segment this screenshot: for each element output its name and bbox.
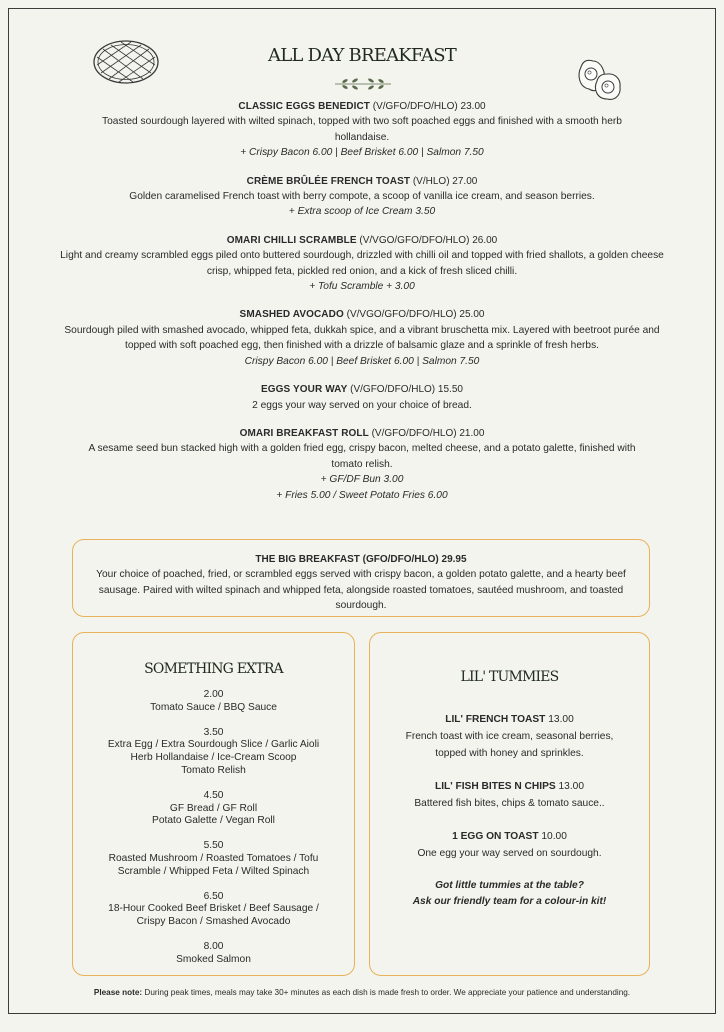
footer-label: Please note: xyxy=(93,988,143,997)
extra-line: Potato Galette / Vegan Roll xyxy=(152,815,275,827)
item-name: CRÈME BRÛLÉE FRENCH TOAST xyxy=(246,175,411,187)
fried-eggs-icon xyxy=(575,53,623,103)
item-tags: (V/GFO/DFO/HLO) xyxy=(368,427,457,439)
big-breakfast-description: Your choice of poached, fried, or scrambled eggs served with crispy bacon, a golden potato galette, and a hearty beef sausage. Paired with wilted spinach and whipped feta, alongside roasted tomatoes, sautéed mushroom, and toasted sourdough. xyxy=(96,569,626,612)
kids-item-description: One egg your way served on sourdough. xyxy=(417,848,602,859)
item-price: 15.50 xyxy=(435,384,463,396)
extra-group xyxy=(73,727,354,778)
kids-note-line: Got little tummies at the table? xyxy=(435,880,584,891)
extra-price: 4.50 xyxy=(203,789,224,801)
item-tags: (V/GFO/DFO/HLO) xyxy=(369,101,458,112)
item-price: 27.00 xyxy=(449,175,478,187)
menu-item xyxy=(39,426,685,503)
item-price: 26.00 xyxy=(469,234,498,246)
item-extras: Crispy Bacon 6.00 | Beef Brisket 6.00 | Salmon 7.50 xyxy=(244,355,480,367)
breakfast-items xyxy=(39,99,685,516)
extra-line: Scramble / Whipped Feta / Wilted Spinach xyxy=(117,865,310,877)
kids-item xyxy=(384,711,635,762)
extra-price: 8.00 xyxy=(203,940,224,952)
lil-tummies-box xyxy=(369,632,650,976)
item-price: 25.00 xyxy=(456,309,485,321)
something-extra-box xyxy=(72,632,355,976)
item-description: Light and creamy scrambled eggs piled onto buttered sourdough, drizzled with chilli oil and topped with fried shallots, a golden cheese crisp, whipped feta, pickled red onion, and a kick of fresh sliced chilli. xyxy=(60,250,664,277)
menu-item xyxy=(39,233,685,295)
item-extras: + GF/DF Bun 3.00 xyxy=(320,474,404,486)
menu-item xyxy=(39,99,685,161)
menu-item xyxy=(39,174,685,220)
item-extras-2: + Fries 5.00 / Sweet Potato Fries 6.00 xyxy=(276,489,448,501)
kids-item xyxy=(384,828,635,862)
kids-item-price: 13.00 xyxy=(555,781,585,792)
menu-page xyxy=(8,8,716,1014)
extra-line: GF Bread / GF Roll xyxy=(169,802,258,814)
item-description: 2 eggs your way served on your choice of bread. xyxy=(252,399,472,411)
kids-item-name: LIL' FISH BITES N CHIPS xyxy=(434,781,556,792)
extra-price: 2.00 xyxy=(203,689,224,700)
extra-group xyxy=(73,891,354,929)
item-description: Toasted sourdough layered with wilted spinach, topped with two soft poached eggs and finished with a smooth herb hollandaise. xyxy=(102,116,622,143)
extra-line: Smoked Salmon xyxy=(176,953,251,965)
item-tags: (V/GFO/DFO/HLO) xyxy=(347,384,436,396)
kids-item-name: 1 EGG ON TOAST xyxy=(452,831,539,842)
kids-item-name: LIL' FRENCH TOAST xyxy=(445,714,546,725)
kids-item-price: 10.00 xyxy=(538,831,567,842)
extra-line: Crispy Bacon / Smashed Avocado xyxy=(136,916,291,928)
footer-note xyxy=(9,988,715,997)
item-description: Sourdough piled with smashed avocado, whipped feta, dukkah spice, and a vibrant bruschetta mix. Layered with beetroot purée and topped with soft poached egg, then finished with a drizzle of balsamic glaze and a sprinkle of fresh herbs. xyxy=(64,324,660,352)
extra-group xyxy=(73,790,354,828)
item-name: CLASSIC EGGS BENEDICT xyxy=(238,101,370,112)
menu-item xyxy=(39,382,685,413)
item-tags: (V/VGO/GFO/DFO/HLO) xyxy=(356,234,470,246)
kids-item xyxy=(384,778,635,812)
kids-note xyxy=(370,878,649,910)
footer-text: During peak times, meals may take 30+ minutes as each dish is made fresh to order. We appreciate your patience and understanding. xyxy=(142,988,631,997)
kids-item-description: Battered fish bites, chips & tomato sauce.. xyxy=(414,798,605,809)
item-name: OMARI CHILLI SCRAMBLE xyxy=(226,234,357,246)
page-title: ALL DAY BREAKFAST xyxy=(268,45,456,66)
lil-tummies-title: LIL' TUMMIES xyxy=(460,669,559,685)
item-extras: + Tofu Scramble + 3.00 xyxy=(309,281,415,293)
extra-group xyxy=(73,941,354,967)
extra-line: 18-Hour Cooked Beef Brisket / Beef Sausage / xyxy=(108,903,319,915)
item-price: 21.00 xyxy=(456,427,485,439)
big-breakfast-box xyxy=(72,539,650,617)
item-tags: (V/VGO/GFO/DFO/HLO) xyxy=(343,309,457,321)
item-name: OMARI BREAKFAST ROLL xyxy=(239,427,369,439)
item-price: 23.00 xyxy=(457,101,486,112)
something-extra-title: SOMETHING EXTRA xyxy=(144,661,283,677)
extra-group xyxy=(73,840,354,878)
big-breakfast-title: THE BIG BREAKFAST (GFO/DFO/HLO) 29.95 xyxy=(255,554,467,565)
leaf-flourish-icon xyxy=(331,75,395,91)
extra-price: 6.50 xyxy=(203,890,224,902)
extra-price: 3.50 xyxy=(203,726,224,738)
menu-item xyxy=(39,307,685,369)
item-tags: (V/HLO) xyxy=(410,175,450,187)
extra-line: Extra Egg / Extra Sourdough Slice / Garlic Aioli xyxy=(107,739,320,751)
kids-item-price: 13.00 xyxy=(545,714,574,725)
item-extras: + Extra scoop of Ice Cream 3.50 xyxy=(288,206,436,218)
extra-line: Roasted Mushroom / Roasted Tomatoes / Tofu xyxy=(108,852,319,864)
extra-line: Tomato Sauce / BBQ Sauce xyxy=(150,701,277,713)
item-name: SMASHED AVOCADO xyxy=(239,309,344,321)
kids-item-description: French toast with ice cream, seasonal berries, topped with honey and sprinkles. xyxy=(405,731,614,759)
kids-note-line: Ask our friendly team for a colour-in kit! xyxy=(412,896,607,907)
extra-group xyxy=(73,689,354,715)
extra-line: Tomato Relish xyxy=(181,764,246,776)
item-extras: + Crispy Bacon 6.00 | Beef Brisket 6.00 | Salmon 7.50 xyxy=(240,147,484,159)
extra-line: Herb Hollandaise / Ice-Cream Scoop xyxy=(130,752,297,764)
item-description: A sesame seed bun stacked high with a golden fried egg, crispy bacon, melted cheese, and a potato galette, finished with tomato relish. xyxy=(88,443,636,470)
item-description: Golden caramelised French toast with berry compote, a scoop of vanilla ice cream, and season berries. xyxy=(129,191,595,203)
extra-price: 5.50 xyxy=(203,840,224,852)
item-name: EGGS YOUR WAY xyxy=(261,384,348,396)
